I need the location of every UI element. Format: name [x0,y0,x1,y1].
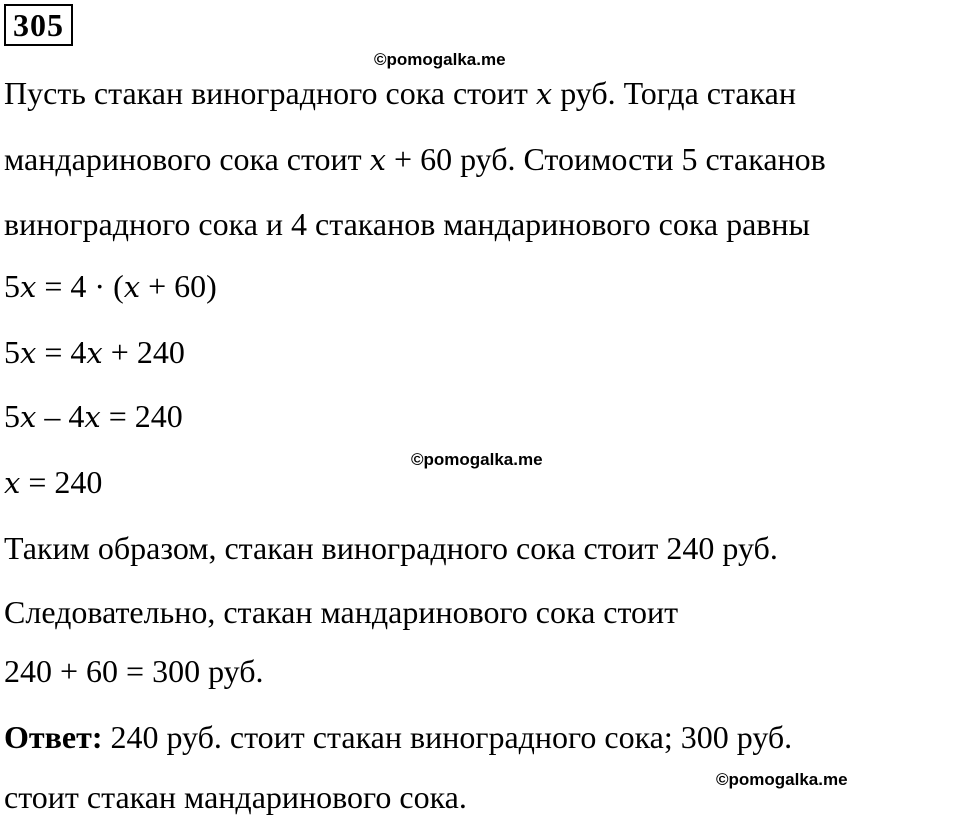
variable-x: x [84,400,101,434]
watermark-bottom: ©pomogalka.me [716,770,848,789]
intro-line-2 [4,139,826,180]
equation-1-middle: = 4 · ( [36,268,124,304]
watermark-top: ©pomogalka.me [374,50,506,69]
variable-x: x [86,336,103,370]
intro-line-3: виноградного сока и 4 стаканов мандаринового сока равны [4,206,811,242]
equation-2-middle: = 4 [36,334,87,370]
answer-line-1 [4,717,792,757]
equation-3-end: = 240 [100,398,183,434]
equation-4 [4,462,102,503]
variable-x: x [4,466,21,500]
equation-1-coef: 5 [4,268,20,304]
variable-x: x [20,336,37,370]
intro-line-1-part-b: руб. Тогда стакан [552,75,796,111]
variable-x: x [20,270,37,304]
equation-1 [4,266,217,307]
problem-number: 305 [4,4,73,46]
answer-line-2: стоит стакан мандаринового сока. [4,779,467,815]
intro-line-2-part-a: мандаринового сока стоит [4,141,370,177]
variable-x: x [369,143,387,177]
equation-3-middle: – 4 [36,398,85,434]
variable-x: x [20,400,37,434]
answer-label: Ответ: [4,719,103,755]
watermark-middle: ©pomogalka.me [411,450,543,469]
equation-2-coef: 5 [4,334,20,370]
intro-line-1-part-a: Пусть стакан виноградного сока стоит [4,75,536,111]
answer-text-1: 240 руб. стоит стакан виноградного сока; 300 руб. [102,719,793,755]
intro-line-1 [4,73,796,114]
equation-2-end: + 240 [102,334,185,370]
equation-3 [4,396,183,437]
equation-4-end: = 240 [20,464,103,500]
variable-x: x [123,270,141,304]
conclusion-line-1: Таким образом, стакан виноградного сока стоит 240 руб. [4,530,778,566]
conclusion-line-2: Следовательно, стакан мандаринового сока стоит [4,594,679,630]
equation-3-coef: 5 [4,398,20,434]
intro-line-2-part-b: + 60 руб. Стоимости 5 стаканов [386,141,826,177]
equation-2 [4,332,185,373]
equation-1-end: + 60) [140,268,217,304]
variable-x: x [535,77,553,111]
conclusion-line-3: 240 + 60 = 300 руб. [4,653,264,689]
